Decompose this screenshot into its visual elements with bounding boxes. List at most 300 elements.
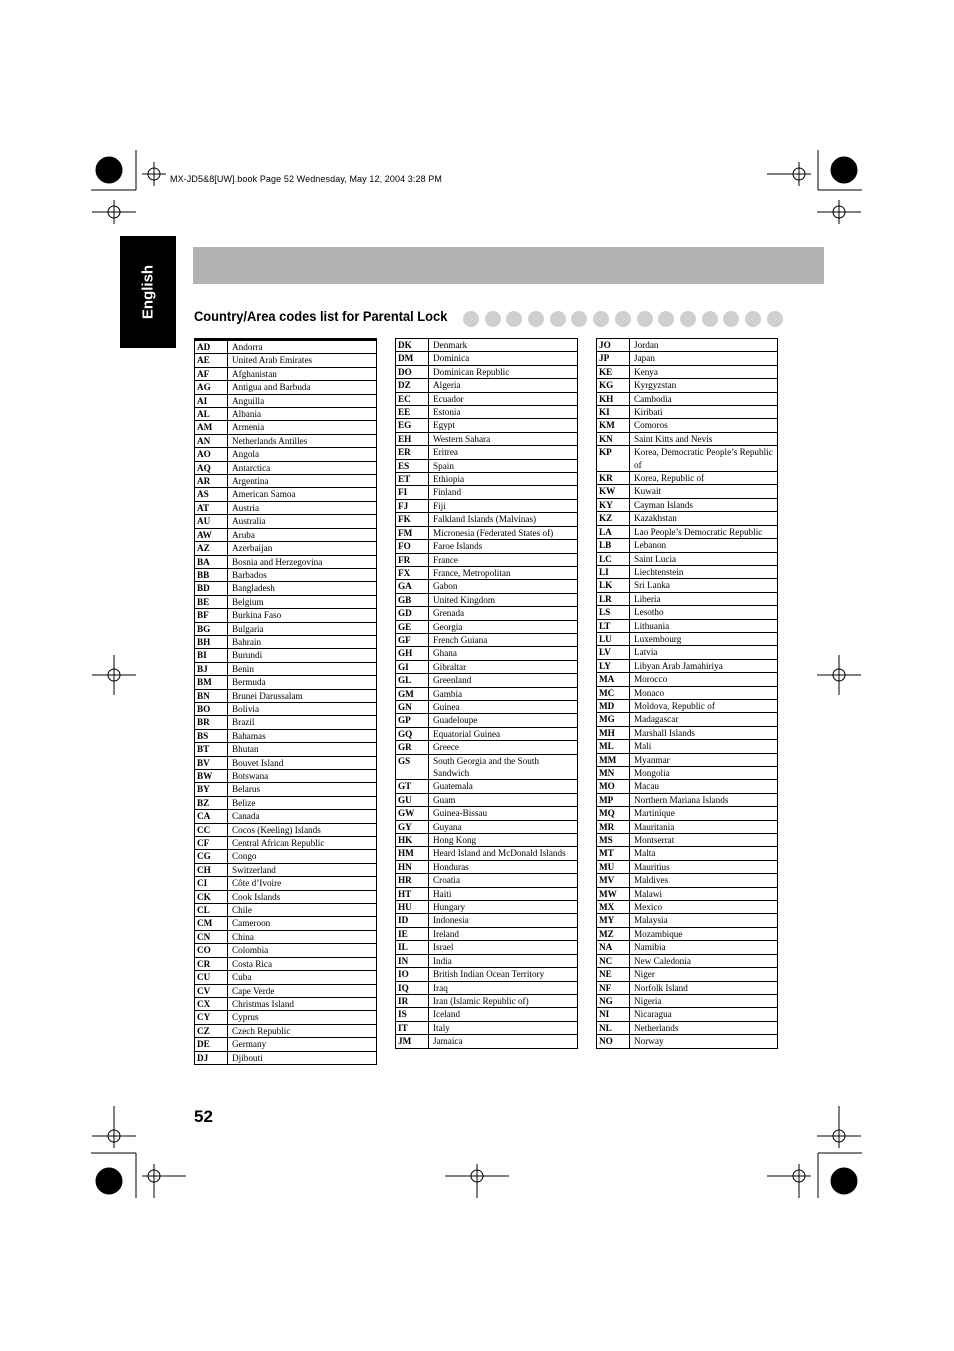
country-name: Comoros <box>634 420 668 431</box>
file-info-header: MX-JD5&8[UW].book Page 52 Wednesday, May 12, 2004 3:28 PM <box>170 174 443 184</box>
table-row <box>396 594 577 607</box>
table-row <box>195 488 376 501</box>
table-row <box>396 527 577 540</box>
table-row <box>195 850 376 863</box>
country-code: NC <box>597 955 630 967</box>
country-code: GN <box>396 701 429 713</box>
country-code: BZ <box>195 797 228 809</box>
country-name: Azerbaijan <box>232 543 273 554</box>
table-row <box>597 780 777 793</box>
country-name: Guyana <box>433 821 462 832</box>
country-code: FX <box>396 567 429 579</box>
country-name: British Indian Ocean Territory <box>433 969 545 980</box>
table-row <box>195 958 376 971</box>
country-name: Bhutan <box>232 744 259 755</box>
country-code: CC <box>195 824 228 836</box>
country-code: KE <box>597 366 630 378</box>
table-row <box>396 901 577 914</box>
decorative-dot <box>680 311 696 327</box>
country-name: Maldives <box>634 875 669 886</box>
country-code: MH <box>597 727 630 739</box>
table-row <box>195 421 376 434</box>
table-row <box>195 529 376 542</box>
country-code: KH <box>597 393 630 405</box>
table-row <box>597 968 777 981</box>
country-code: ML <box>597 740 630 752</box>
table-row <box>396 473 577 486</box>
country-code: AM <box>195 421 228 433</box>
country-code: IR <box>396 995 429 1007</box>
table-row <box>597 352 777 365</box>
table-row <box>396 1008 577 1021</box>
country-name: Faroe Islands <box>433 541 483 552</box>
country-name: Belgium <box>232 596 264 607</box>
table-row <box>597 1008 777 1021</box>
country-name: Kenya <box>634 366 658 377</box>
country-code: BR <box>195 716 228 728</box>
country-name: Korea, Republic of <box>634 473 705 484</box>
country-code: GL <box>396 674 429 686</box>
table-row <box>195 649 376 662</box>
country-code: AQ <box>195 462 228 474</box>
table-row <box>195 435 376 448</box>
table-row <box>396 688 577 701</box>
table-row <box>597 1022 777 1035</box>
country-code: ES <box>396 460 429 472</box>
country-name: Nigeria <box>634 995 662 1006</box>
country-code: CR <box>195 958 228 970</box>
country-name: American Samoa <box>232 489 296 500</box>
country-code: FR <box>396 554 429 566</box>
table-row <box>597 847 777 860</box>
country-name: Gibraltar <box>433 661 467 672</box>
table-row <box>195 998 376 1011</box>
table-row <box>195 381 376 394</box>
country-code: GE <box>396 621 429 633</box>
country-name: Jordan <box>634 340 659 350</box>
country-code: KW <box>597 485 630 497</box>
table-row <box>195 354 376 367</box>
country-name: Angola <box>232 449 260 460</box>
country-code: AU <box>195 515 228 527</box>
country-name: United Arab Emirates <box>232 355 313 366</box>
decorative-dot <box>506 311 522 327</box>
country-code: MD <box>597 700 630 712</box>
table-row <box>195 877 376 890</box>
country-name: Iran (Islamic Republic of) <box>433 995 529 1006</box>
country-name: Costa Rica <box>232 958 273 969</box>
country-name: Iceland <box>433 1009 461 1020</box>
country-code: GD <box>396 607 429 619</box>
country-name: Norway <box>634 1036 664 1047</box>
country-code: KN <box>597 433 630 445</box>
country-code: BV <box>195 757 228 769</box>
country-code: BS <box>195 730 228 742</box>
country-name: Indonesia <box>433 915 469 926</box>
table-row <box>597 526 777 539</box>
table-row <box>597 472 777 485</box>
country-name: Nicaragua <box>634 1009 672 1020</box>
country-code: LT <box>597 620 630 632</box>
table-row <box>195 623 376 636</box>
table-row <box>396 460 577 473</box>
country-name: Iraq <box>433 982 448 993</box>
country-name: Cayman Islands <box>634 499 693 510</box>
table-row <box>195 542 376 555</box>
country-name: Egypt <box>433 420 455 431</box>
table-row <box>597 794 777 807</box>
country-name: Falkland Islands (Malvinas) <box>433 514 537 525</box>
country-code: NO <box>597 1035 630 1047</box>
table-row <box>597 821 777 834</box>
table-row <box>195 783 376 796</box>
country-name: Kyrgyzstan <box>634 380 677 391</box>
table-row <box>597 406 777 419</box>
country-code: AT <box>195 502 228 514</box>
country-code: LB <box>597 539 630 551</box>
country-code: IS <box>396 1008 429 1020</box>
country-name: Malaysia <box>634 915 668 926</box>
table-row <box>396 794 577 807</box>
country-code: CA <box>195 810 228 822</box>
country-code: MV <box>597 874 630 886</box>
table-row <box>396 419 577 432</box>
country-name: Belarus <box>232 784 261 795</box>
country-name: Ecuador <box>433 393 464 404</box>
country-code: GT <box>396 780 429 792</box>
table-row <box>195 797 376 810</box>
country-code: CM <box>195 917 228 929</box>
table-row <box>597 901 777 914</box>
country-code: AE <box>195 354 228 366</box>
country-code: EH <box>396 433 429 445</box>
country-name: Georgia <box>433 621 463 632</box>
country-code: CK <box>195 891 228 903</box>
table-row <box>396 941 577 954</box>
country-code: MR <box>597 821 630 833</box>
table-row <box>195 475 376 488</box>
country-code: GU <box>396 794 429 806</box>
country-code: MU <box>597 861 630 873</box>
decorative-dot <box>593 311 609 327</box>
country-name: Lithuania <box>634 620 670 631</box>
country-code: IN <box>396 955 429 967</box>
table-row <box>396 486 577 499</box>
country-name: Japan <box>634 353 655 364</box>
country-code: KG <box>597 379 630 391</box>
decorative-dot <box>463 311 479 327</box>
country-name: Cape Verde <box>232 985 275 996</box>
country-name: Chile <box>232 905 252 916</box>
country-name: Argentina <box>232 476 269 487</box>
country-name: Armenia <box>232 422 265 433</box>
country-name: South Georgia and the South Sandwich <box>433 755 539 778</box>
table-row <box>597 553 777 566</box>
country-name: Lao People’s Democratic Republic <box>634 526 763 537</box>
country-code: CI <box>195 877 228 889</box>
table-row <box>597 955 777 968</box>
country-code: LS <box>597 606 630 618</box>
table-row <box>396 674 577 687</box>
table-row <box>195 971 376 984</box>
table-row <box>396 500 577 513</box>
country-name: Northern Mariana Islands <box>634 794 729 805</box>
country-name: Israel <box>433 942 454 953</box>
table-row <box>597 767 777 780</box>
country-name: Croatia <box>433 875 461 886</box>
country-code: GB <box>396 594 429 606</box>
table-row <box>396 701 577 714</box>
country-code: BH <box>195 636 228 648</box>
country-code: IO <box>396 968 429 980</box>
table-row <box>396 634 577 647</box>
country-code: BY <box>195 783 228 795</box>
language-tab <box>120 236 176 348</box>
country-name: Ireland <box>433 928 460 939</box>
country-code: HM <box>396 847 429 859</box>
country-code: FK <box>396 513 429 525</box>
country-name: Afghanistan <box>232 368 277 379</box>
table-row <box>396 728 577 741</box>
table-row <box>396 661 577 674</box>
country-code: MZ <box>597 928 630 940</box>
table-row <box>396 874 577 887</box>
country-code: EG <box>396 419 429 431</box>
table-row <box>597 566 777 579</box>
table-row <box>597 982 777 995</box>
country-name: Guam <box>433 794 456 805</box>
table-row <box>195 596 376 609</box>
country-code: GF <box>396 634 429 646</box>
country-name: India <box>433 955 452 966</box>
table-row <box>195 462 376 475</box>
country-name: Jamaica <box>433 1036 463 1047</box>
country-code: AI <box>195 395 228 407</box>
country-name: Anguilla <box>232 395 265 406</box>
country-name: Benin <box>232 663 254 674</box>
country-name: Saint Lucia <box>634 553 677 564</box>
country-code: GP <box>396 714 429 726</box>
country-code: CH <box>195 864 228 876</box>
table-row <box>195 368 376 381</box>
country-name: Mauritius <box>634 861 670 872</box>
country-name: Germany <box>232 1039 267 1050</box>
country-name: Montserrat <box>634 835 675 846</box>
country-code: GQ <box>396 728 429 740</box>
table-row <box>195 1011 376 1024</box>
table-row <box>195 569 376 582</box>
table-row <box>195 931 376 944</box>
table-row <box>396 821 577 834</box>
country-code: AL <box>195 408 228 420</box>
table-row <box>597 419 777 432</box>
table-row <box>597 339 777 352</box>
table-row <box>195 1038 376 1051</box>
country-name: Cameroon <box>232 918 271 929</box>
country-name: Mali <box>634 741 652 752</box>
country-name: Estonia <box>433 407 461 418</box>
table-row <box>597 888 777 901</box>
table-row <box>396 1022 577 1035</box>
country-code: BJ <box>195 663 228 675</box>
country-name: Bouvet Island <box>232 757 284 768</box>
country-name: Malta <box>634 848 656 859</box>
country-code: MY <box>597 914 630 926</box>
country-code: KI <box>597 406 630 418</box>
table-row <box>396 995 577 1008</box>
table-row <box>597 928 777 941</box>
country-code: BE <box>195 596 228 608</box>
table-row <box>597 485 777 498</box>
country-code: DE <box>195 1038 228 1050</box>
page-number: 52 <box>194 1107 213 1126</box>
country-code: CO <box>195 944 228 956</box>
table-row <box>396 406 577 419</box>
table-row <box>396 928 577 941</box>
country-code: LC <box>597 553 630 565</box>
table-row <box>195 837 376 850</box>
country-code: ET <box>396 473 429 485</box>
country-code: IL <box>396 941 429 953</box>
country-code: AS <box>195 488 228 500</box>
code-table-column-3 <box>596 338 778 1049</box>
country-name: Antarctica <box>232 462 271 473</box>
table-row <box>396 567 577 580</box>
country-code: IE <box>396 928 429 940</box>
country-code: EE <box>396 406 429 418</box>
table-row <box>195 636 376 649</box>
table-row <box>396 352 577 365</box>
country-name: Norfolk Island <box>634 982 688 993</box>
country-code: JM <box>396 1035 429 1047</box>
country-code: AG <box>195 381 228 393</box>
table-row <box>597 740 777 753</box>
country-name: Namibia <box>634 942 666 953</box>
table-row <box>396 339 577 352</box>
country-code: CN <box>195 931 228 943</box>
country-name: Liechtenstein <box>634 566 684 577</box>
country-code: LY <box>597 660 630 672</box>
table-row <box>597 673 777 686</box>
country-name: Djibouti <box>232 1052 263 1063</box>
country-name: Equatorial Guinea <box>433 728 501 739</box>
table-row <box>195 985 376 998</box>
country-name: Haiti <box>433 888 452 899</box>
table-row <box>195 690 376 703</box>
country-name: Gabon <box>433 581 458 592</box>
country-code: MA <box>597 673 630 685</box>
country-code: NI <box>597 1008 630 1020</box>
country-name: Honduras <box>433 861 469 872</box>
country-code: HN <box>396 861 429 873</box>
table-row <box>396 366 577 379</box>
country-name: Guatemala <box>433 781 473 792</box>
table-row <box>195 864 376 877</box>
country-code: GH <box>396 647 429 659</box>
table-row <box>597 687 777 700</box>
table-row <box>396 847 577 860</box>
table-row <box>195 810 376 823</box>
decorative-dot <box>637 311 653 327</box>
table-row <box>195 730 376 743</box>
country-code: GM <box>396 688 429 700</box>
country-name: Marshall Islands <box>634 727 695 738</box>
country-name: Myanmar <box>634 754 670 765</box>
country-code: KR <box>597 472 630 484</box>
country-code: KP <box>597 446 630 471</box>
country-code: BT <box>195 743 228 755</box>
country-name: Grenada <box>433 608 465 619</box>
country-code: CV <box>195 985 228 997</box>
table-row <box>195 448 376 461</box>
country-code: AN <box>195 435 228 447</box>
country-code: MN <box>597 767 630 779</box>
country-name: Colombia <box>232 945 269 956</box>
table-row <box>597 366 777 379</box>
table-row <box>195 515 376 528</box>
country-name: Mexico <box>634 902 663 913</box>
country-code: CF <box>195 837 228 849</box>
country-name: Micronesia (Federated States of) <box>433 527 554 538</box>
country-name: Hong Kong <box>433 835 477 846</box>
table-row <box>597 499 777 512</box>
country-code: DJ <box>195 1052 228 1064</box>
code-table-column-1 <box>194 338 377 1065</box>
country-code: BM <box>195 676 228 688</box>
table-row <box>195 339 376 354</box>
table-row <box>195 556 376 569</box>
table-row <box>597 700 777 713</box>
table-row <box>597 914 777 927</box>
table-row <box>396 540 577 553</box>
country-name: Western Sahara <box>433 433 491 444</box>
table-row <box>195 582 376 595</box>
country-name: Switzerland <box>232 864 276 875</box>
country-code: NF <box>597 982 630 994</box>
table-row <box>396 379 577 392</box>
table-row <box>597 379 777 392</box>
country-name: Spain <box>433 460 454 471</box>
country-name: Heard Island and McDonald Islands <box>433 848 566 859</box>
country-name: Lesotho <box>634 607 664 618</box>
country-code: KZ <box>597 512 630 524</box>
country-code: AZ <box>195 542 228 554</box>
country-name: Kuwait <box>634 486 662 497</box>
country-name: United Kingdom <box>433 594 496 605</box>
decorative-dot <box>745 311 761 327</box>
table-row <box>195 395 376 408</box>
country-name: Netherlands <box>634 1022 679 1033</box>
table-row <box>597 807 777 820</box>
decorative-dot <box>723 311 739 327</box>
country-code: JP <box>597 352 630 364</box>
country-code: CU <box>195 971 228 983</box>
table-row <box>597 713 777 726</box>
table-row <box>396 780 577 793</box>
country-name: Denmark <box>433 340 468 350</box>
country-name: Ethiopia <box>433 474 465 485</box>
country-name: Niger <box>634 969 655 980</box>
decorative-dot <box>528 311 544 327</box>
country-name: Mongolia <box>634 768 670 778</box>
table-row <box>396 968 577 981</box>
country-code: NG <box>597 995 630 1007</box>
country-name: Bangladesh <box>232 583 275 594</box>
country-name: Bosnia and Herzegovina <box>232 556 323 567</box>
table-row <box>396 393 577 406</box>
country-name: Italy <box>433 1022 450 1033</box>
country-name: Eritrea <box>433 447 458 458</box>
